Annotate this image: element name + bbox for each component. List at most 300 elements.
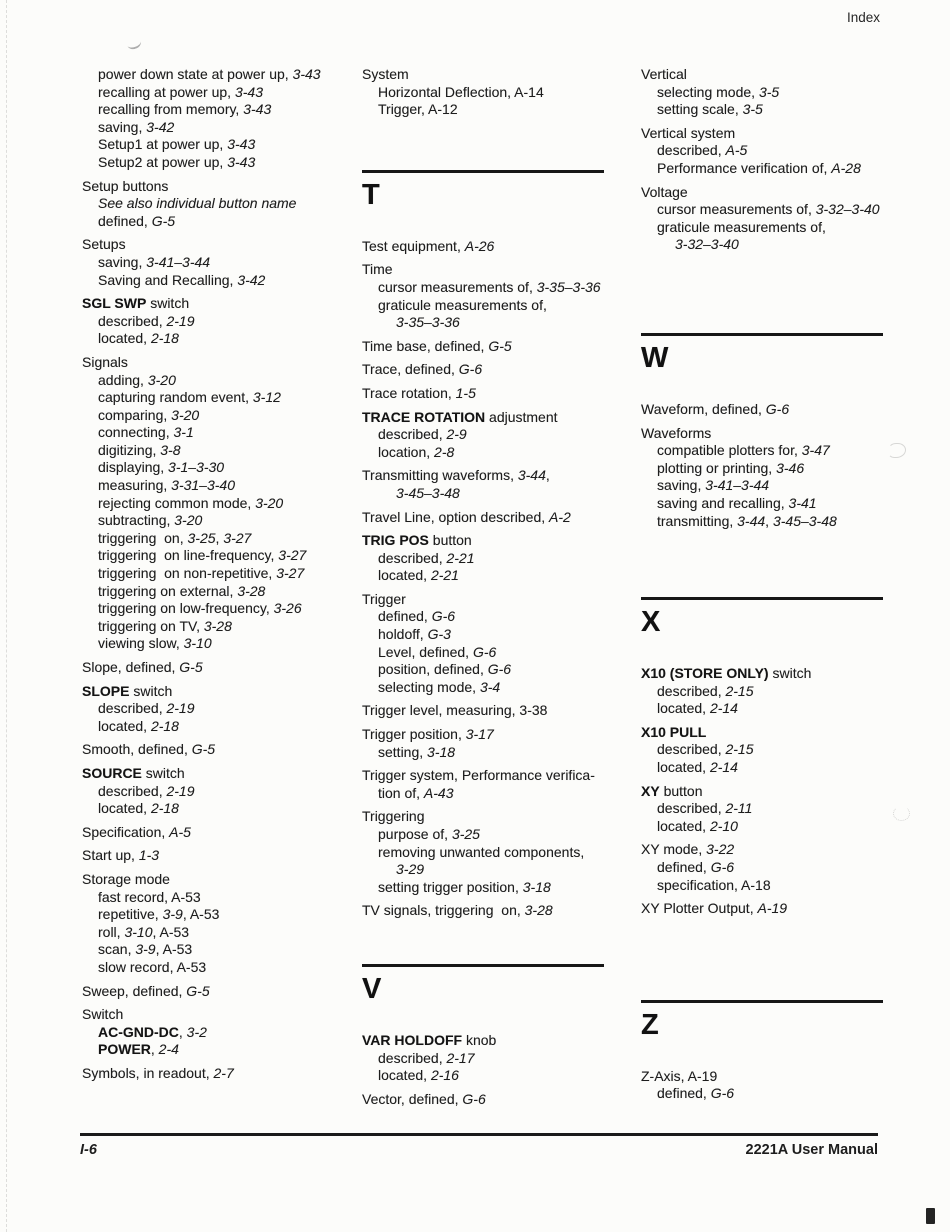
index-entry-text: G-6 bbox=[765, 400, 790, 417]
index-entry bbox=[641, 513, 933, 531]
index-entry-text: 3-9 bbox=[135, 941, 156, 958]
index-entry-text: 2-4 bbox=[158, 1041, 179, 1058]
index-entry bbox=[641, 841, 933, 859]
index-entry bbox=[82, 530, 374, 548]
index-entry-text: A-26 bbox=[464, 237, 495, 254]
index-entry bbox=[641, 125, 933, 143]
index-section-header bbox=[362, 964, 654, 1004]
index-entry-text: XY Plotter Output, bbox=[641, 900, 758, 917]
index-entry-text: switch bbox=[141, 764, 185, 781]
index-entry bbox=[641, 142, 933, 160]
index-entry-text: 3-1 bbox=[173, 424, 194, 441]
index-entry-text: Trigger system, Performance verifica- bbox=[362, 767, 595, 784]
index-entry-text: described, bbox=[657, 800, 726, 817]
index-entry-text: 3-4 bbox=[479, 678, 501, 695]
index-entry-text: roll, bbox=[98, 923, 125, 940]
index-entry-text: compatible plotters for, bbox=[657, 442, 802, 459]
index-entry-text: graticule measurements of, bbox=[657, 218, 826, 235]
index-entry-text: 3-2 bbox=[186, 1023, 207, 1040]
index-entry-text: button bbox=[659, 782, 703, 799]
index-entry-text: triggering on non-repetitive, bbox=[98, 565, 277, 582]
index-entry bbox=[362, 726, 654, 744]
index-entry-text: button bbox=[428, 532, 472, 549]
index-entry-text: Start up, bbox=[82, 847, 139, 864]
index-entry bbox=[362, 861, 654, 879]
index-entry bbox=[82, 313, 374, 331]
index-entry bbox=[362, 902, 654, 920]
index-entry-text: described, bbox=[657, 741, 726, 758]
index-entry-text: , bbox=[545, 467, 550, 484]
index-entry-text: G-5 bbox=[179, 659, 203, 675]
index-entry-text: 3-18 bbox=[522, 878, 551, 895]
index-section-header bbox=[641, 1000, 933, 1040]
index-entry bbox=[82, 741, 374, 759]
index-entry-text: located, bbox=[98, 800, 151, 817]
index-entry-text: 3-5 bbox=[758, 83, 780, 100]
index-entry-text: A-5 bbox=[169, 823, 191, 840]
scan-edge-artifact bbox=[6, 0, 7, 1232]
index-entry bbox=[82, 459, 374, 477]
index-entry-text: setting scale, bbox=[657, 101, 743, 118]
index-entry bbox=[82, 847, 374, 865]
index-entry-text: adjustment bbox=[485, 408, 558, 425]
index-entry-text: Waveform, defined, bbox=[641, 400, 766, 417]
index-entry-text: Waveforms bbox=[641, 424, 712, 441]
index-entry-text: Vertical system bbox=[641, 124, 736, 141]
index-entry-text: Trigger, A-12 bbox=[378, 101, 458, 118]
index-entry-text: Trigger bbox=[362, 590, 406, 607]
index-entry bbox=[82, 800, 374, 818]
index-entry-text: 2-21 bbox=[446, 549, 475, 566]
index-entry bbox=[641, 160, 933, 178]
index-entry bbox=[641, 84, 933, 102]
index-entry bbox=[362, 66, 654, 84]
index-entry bbox=[362, 385, 654, 403]
index-entry-text: location, bbox=[378, 443, 435, 460]
index-entry bbox=[362, 644, 654, 662]
index-entry bbox=[82, 330, 374, 348]
index-entry-text: described, bbox=[378, 1049, 447, 1066]
index-entry-text: 3-43 bbox=[292, 66, 321, 82]
index-entry-text: described, bbox=[378, 426, 447, 443]
index-entry-text: fast record, A-53 bbox=[98, 888, 201, 905]
index-entry-text: Vector, defined, bbox=[362, 1090, 463, 1107]
index-entry-text: located, bbox=[657, 759, 710, 776]
index-entry bbox=[641, 495, 933, 513]
index-entry-text: Setup buttons bbox=[82, 177, 169, 194]
index-entry-text: 2-7 bbox=[213, 1064, 234, 1081]
index-entry-text: 3-20 bbox=[147, 371, 176, 388]
index-entry bbox=[362, 1050, 654, 1068]
index-entry-text: 2-14 bbox=[709, 700, 738, 717]
index-entry bbox=[82, 583, 374, 601]
index-entry-text: 3-22 bbox=[706, 841, 735, 858]
index-entry bbox=[82, 119, 374, 137]
index-entry-text: A-43 bbox=[423, 784, 454, 801]
index-entry bbox=[82, 1024, 374, 1042]
index-entry bbox=[641, 783, 933, 801]
index-entry bbox=[82, 101, 374, 119]
index-entry-text: G-6 bbox=[472, 643, 497, 660]
index-entry-text: defined, bbox=[657, 859, 711, 876]
index-entry bbox=[82, 547, 374, 565]
index-entry-text: G-3 bbox=[427, 626, 451, 643]
index-entry-text: 3-35–3-36 bbox=[396, 314, 460, 331]
index-entry bbox=[82, 442, 374, 460]
index-entry-text: X10 PULL bbox=[641, 723, 707, 740]
index-entry-text: removing unwanted components, bbox=[378, 843, 585, 860]
index-entry bbox=[362, 101, 654, 119]
index-entry-text: , bbox=[765, 512, 773, 529]
index-entry-text: setting, bbox=[378, 743, 428, 760]
index-entry-text: 3-20 bbox=[255, 494, 284, 511]
index-entry bbox=[362, 550, 654, 568]
index-entry bbox=[362, 591, 654, 609]
index-entry-text: 2-17 bbox=[446, 1049, 475, 1066]
index-entry-text: knob bbox=[462, 1031, 497, 1048]
index-entry bbox=[641, 460, 933, 478]
index-entry-text: , bbox=[215, 529, 224, 546]
index-entry-text: VAR HOLDOFF bbox=[362, 1031, 463, 1048]
index-entry-text: 3-41–3-44 bbox=[705, 477, 770, 494]
index-section-header bbox=[362, 170, 654, 210]
index-entry-text: saving, bbox=[657, 477, 706, 494]
index-entry-text: 3-31–3-40 bbox=[171, 477, 235, 494]
index-entry-text: Trigger level, measuring, 3-38 bbox=[362, 702, 548, 719]
index-entry-text: 3-27 bbox=[278, 547, 307, 564]
index-entry-text: located, bbox=[98, 717, 151, 734]
index-entry-text: described, bbox=[98, 782, 167, 799]
index-entry-text: setting trigger position, bbox=[378, 878, 523, 895]
index-entry bbox=[362, 879, 654, 897]
index-entry bbox=[82, 389, 374, 407]
index-entry bbox=[82, 354, 374, 372]
index-entry-text: Horizontal Deflection, A-14 bbox=[378, 83, 544, 100]
index-entry bbox=[362, 238, 654, 256]
index-entry-text: 3-27 bbox=[276, 565, 305, 582]
index-entry bbox=[641, 425, 933, 443]
footer-manual-title: 2221A User Manual bbox=[745, 1142, 878, 1158]
index-entry bbox=[82, 941, 374, 959]
index-entry-text: 3-44 bbox=[737, 512, 766, 529]
index-entry-text: specification, A-18 bbox=[657, 876, 771, 893]
page-footer bbox=[80, 1133, 878, 1158]
index-entry-text: 3-8 bbox=[160, 441, 181, 458]
index-entry-text: selecting mode, bbox=[657, 83, 759, 100]
index-entry bbox=[82, 372, 374, 390]
index-entry-text: 3-45–3-48 bbox=[396, 484, 460, 501]
index-entry-text: triggering on TV, bbox=[98, 617, 204, 634]
index-entry bbox=[362, 532, 654, 550]
index-entry bbox=[641, 184, 933, 202]
index-entry-text: Vertical bbox=[641, 66, 687, 82]
index-entry-text: Saving and Recalling, bbox=[98, 271, 238, 288]
index-column bbox=[362, 66, 654, 1108]
index-entry-text: 3-44 bbox=[517, 467, 546, 484]
index-entry-text: defined, bbox=[98, 212, 152, 229]
index-entry-text: power down state at power up, bbox=[98, 66, 293, 82]
index-entry-text: 3-12 bbox=[252, 389, 281, 406]
index-entry-text: 1-3 bbox=[138, 847, 160, 864]
index-entry-text: selecting mode, bbox=[378, 678, 480, 695]
index-entry-text: 2-18 bbox=[150, 717, 179, 734]
index-entry-text: saving, bbox=[98, 253, 147, 270]
index-entry bbox=[82, 495, 374, 513]
index-entry bbox=[82, 683, 374, 701]
section-letter: T bbox=[362, 178, 380, 211]
index-entry-text: SOURCE bbox=[82, 764, 142, 781]
index-entry bbox=[82, 154, 374, 172]
index-entry-text: 2-15 bbox=[725, 741, 754, 758]
index-entry-text: defined, bbox=[378, 608, 432, 625]
index-entry-text: position, defined, bbox=[378, 661, 488, 678]
index-entry bbox=[82, 600, 374, 618]
index-entry-text: 3-20 bbox=[174, 512, 203, 529]
index-entry-text: A-19 bbox=[757, 900, 788, 917]
index-entry-text: 3-29 bbox=[396, 861, 425, 878]
index-entry bbox=[641, 66, 933, 84]
section-divider bbox=[362, 170, 604, 173]
index-entry-text: TRACE ROTATION bbox=[362, 408, 486, 425]
index-entry-text: 3-28 bbox=[524, 902, 553, 919]
index-entry-text: 3-26 bbox=[273, 600, 302, 617]
index-entry-text: Time base, defined, bbox=[362, 337, 489, 354]
index-entry bbox=[82, 178, 374, 196]
index-entry-text: Time bbox=[362, 261, 393, 278]
index-entry bbox=[82, 477, 374, 495]
index-entry-text: , A-53 bbox=[182, 906, 220, 923]
index-entry-text: 3-46 bbox=[776, 459, 805, 476]
index-entry-text: 3-42 bbox=[146, 118, 175, 135]
index-entry-text: 3-42 bbox=[237, 271, 266, 288]
index-entry-text: POWER bbox=[98, 1041, 151, 1058]
index-entry bbox=[362, 84, 654, 102]
index-entry bbox=[362, 509, 654, 527]
index-entry-text: Performance verification of, bbox=[657, 159, 832, 176]
index-entry-text: Storage mode bbox=[82, 870, 170, 887]
index-entry-text: capturing random event, bbox=[98, 389, 253, 406]
index-entry bbox=[362, 444, 654, 462]
index-entry-text: 3-18 bbox=[427, 743, 456, 760]
index-entry bbox=[82, 765, 374, 783]
index-entry bbox=[641, 1068, 933, 1086]
index-entry bbox=[82, 213, 374, 231]
index-entry-text: defined, bbox=[657, 1085, 711, 1102]
index-entry-text: See also individual button name bbox=[98, 195, 297, 212]
index-entry-text: switch bbox=[129, 682, 173, 699]
index-entry-text: located, bbox=[98, 330, 151, 347]
index-entry bbox=[362, 261, 654, 279]
index-entry-text: purpose of, bbox=[378, 826, 452, 842]
index-entry-text: Level, defined, bbox=[378, 643, 473, 660]
index-entry-text: scan, bbox=[98, 941, 136, 958]
index-entry bbox=[362, 808, 654, 826]
index-entry bbox=[641, 877, 933, 895]
index-entry-text: cursor measurements of, bbox=[378, 278, 537, 295]
index-entry-text: 3-41–3-44 bbox=[146, 253, 211, 270]
index-entry-text: Trigger position, bbox=[362, 726, 466, 743]
index-entry bbox=[82, 871, 374, 889]
ink-mark-artifact bbox=[926, 1208, 935, 1224]
footer-page-number: I-6 bbox=[80, 1142, 97, 1158]
index-entry bbox=[362, 744, 654, 762]
index-entry-text: tion of, bbox=[378, 784, 424, 801]
index-entry-text: located, bbox=[657, 817, 710, 834]
index-entry-text: TV signals, triggering on, bbox=[362, 902, 525, 919]
index-entry bbox=[641, 800, 933, 818]
index-entry-text: , bbox=[150, 1041, 159, 1058]
index-column bbox=[82, 66, 374, 1082]
index-entry-text: subtracting, bbox=[98, 512, 175, 529]
index-entry-text: 3-5 bbox=[742, 101, 763, 118]
index-section-header bbox=[641, 597, 933, 637]
index-entry-text: 3-1–3-30 bbox=[168, 459, 225, 476]
index-entry-text: G-6 bbox=[710, 859, 735, 876]
index-entry-text: 2-18 bbox=[150, 330, 179, 347]
index-entry bbox=[362, 785, 654, 803]
index-entry-text: G-5 bbox=[186, 982, 210, 999]
index-entry-text: 3-9 bbox=[162, 906, 183, 923]
index-entry-text: switch bbox=[146, 295, 190, 312]
index-entry bbox=[82, 66, 374, 84]
index-entry-text: SGL SWP bbox=[82, 295, 147, 312]
index-entry-text: Symbols, in readout, bbox=[82, 1064, 214, 1081]
index-entry-text: 3-43 bbox=[243, 101, 272, 118]
index-entry-text: , A-53 bbox=[152, 923, 190, 940]
section-divider bbox=[641, 1000, 883, 1003]
index-entry bbox=[362, 297, 654, 315]
index-entry-text: Triggering bbox=[362, 808, 425, 825]
index-entry bbox=[82, 236, 374, 254]
index-entry-text: slow record, A-53 bbox=[98, 958, 207, 975]
index-entry-text: cursor measurements of, bbox=[657, 201, 816, 218]
index-entry bbox=[362, 485, 654, 503]
index-entry-text: 3-27 bbox=[223, 529, 252, 546]
index-entry bbox=[641, 101, 933, 119]
index-section-header bbox=[641, 333, 933, 373]
index-entry-text: adding, bbox=[98, 371, 148, 388]
index-entry bbox=[82, 1006, 374, 1024]
index-entry-text: 3-32–3-40 bbox=[815, 201, 880, 218]
index-entry bbox=[362, 338, 654, 356]
index-entry-text: recalling at power up, bbox=[98, 83, 235, 100]
index-entry-text: System bbox=[362, 66, 409, 82]
index-entry-text: 3-45–3-48 bbox=[772, 512, 837, 529]
index-entry-text: X10 (STORE ONLY) bbox=[641, 665, 769, 682]
index-entry bbox=[82, 889, 374, 907]
index-entry bbox=[362, 314, 654, 332]
index-entry bbox=[82, 700, 374, 718]
index-entry bbox=[82, 983, 374, 1001]
index-entry-text: XY mode, bbox=[641, 841, 707, 858]
index-entry-text: Slope, defined, bbox=[82, 659, 180, 675]
index-entry-text: 3-20 bbox=[171, 406, 200, 423]
index-entry-text: 2-15 bbox=[725, 682, 754, 699]
index-entry-text: digitizing, bbox=[98, 441, 161, 458]
index-entry-text: 3-43 bbox=[227, 136, 256, 153]
index-entry bbox=[641, 219, 933, 237]
index-entry bbox=[641, 724, 933, 742]
index-entry-text: recalling from memory, bbox=[98, 101, 244, 118]
index-entry bbox=[82, 1041, 374, 1059]
index-entry-text: 3-43 bbox=[227, 153, 256, 170]
index-entry-text: triggering on, bbox=[98, 529, 188, 546]
page-header-title: Index bbox=[846, 10, 880, 25]
index-entry-text: G-6 bbox=[458, 361, 483, 378]
index-entry bbox=[362, 679, 654, 697]
index-entry-text: described, bbox=[378, 549, 447, 566]
index-entry bbox=[362, 279, 654, 297]
index-entry bbox=[82, 906, 374, 924]
index-entry-text: Transmitting waveforms, bbox=[362, 467, 518, 484]
pencil-mark-artifact bbox=[126, 36, 143, 51]
index-entry bbox=[82, 783, 374, 801]
index-entry-text: located, bbox=[378, 567, 431, 584]
index-entry-text: 2-8 bbox=[434, 443, 455, 460]
index-entry bbox=[362, 1067, 654, 1085]
index-entry-text: holdoff, bbox=[378, 626, 428, 643]
index-entry-text: 2-10 bbox=[709, 817, 738, 834]
index-entry bbox=[362, 608, 654, 626]
index-entry-text: repetitive, bbox=[98, 906, 163, 923]
index-entry-text: G-5 bbox=[151, 212, 176, 229]
index-entry bbox=[362, 844, 654, 862]
index-entry-text: 2-9 bbox=[446, 426, 467, 443]
index-column bbox=[641, 66, 933, 1103]
index-entry bbox=[362, 567, 654, 585]
index-entry bbox=[82, 84, 374, 102]
index-entry-text: 3-10 bbox=[183, 635, 212, 652]
index-entry bbox=[82, 659, 374, 677]
index-entry-text: 2-19 bbox=[166, 312, 195, 329]
index-entry-text: AC-GND-DC bbox=[98, 1023, 179, 1040]
index-entry-text: 3-17 bbox=[465, 726, 494, 743]
index-entry-text: connecting, bbox=[98, 424, 174, 441]
index-entry bbox=[82, 195, 374, 213]
index-entry-text: Setup1 at power up, bbox=[98, 136, 228, 153]
index-entry-text: 3-35–3-36 bbox=[536, 278, 601, 295]
index-entry bbox=[82, 959, 374, 977]
index-entry-text: switch bbox=[768, 665, 812, 682]
index-entry-text: located, bbox=[378, 1067, 431, 1084]
index-entry-text: G-5 bbox=[191, 741, 216, 758]
index-entry-text: 2-14 bbox=[709, 759, 738, 776]
index-entry bbox=[362, 409, 654, 427]
index-entry bbox=[362, 426, 654, 444]
index-entry bbox=[362, 702, 654, 720]
index-entry-text: , A-53 bbox=[155, 941, 193, 958]
index-entry bbox=[82, 824, 374, 842]
index-entry bbox=[82, 424, 374, 442]
index-entry bbox=[82, 618, 374, 636]
index-entry-text: 3-25 bbox=[451, 826, 480, 842]
index-entry bbox=[362, 826, 654, 844]
index-entry bbox=[641, 477, 933, 495]
index-entry bbox=[82, 924, 374, 942]
index-entry bbox=[82, 136, 374, 154]
index-entry bbox=[82, 512, 374, 530]
index-entry-text: Switch bbox=[82, 1006, 124, 1023]
index-entry bbox=[362, 767, 654, 785]
index-entry-text: 2-19 bbox=[166, 782, 195, 799]
index-entry-text: 3-28 bbox=[203, 617, 232, 634]
index-entry-text: 3-10 bbox=[124, 923, 153, 940]
index-entry-text: Trace rotation, bbox=[362, 384, 456, 401]
index-entry bbox=[362, 661, 654, 679]
index-entry bbox=[641, 401, 933, 419]
index-entry bbox=[362, 1091, 654, 1109]
index-entry-text: 3-28 bbox=[237, 582, 266, 599]
